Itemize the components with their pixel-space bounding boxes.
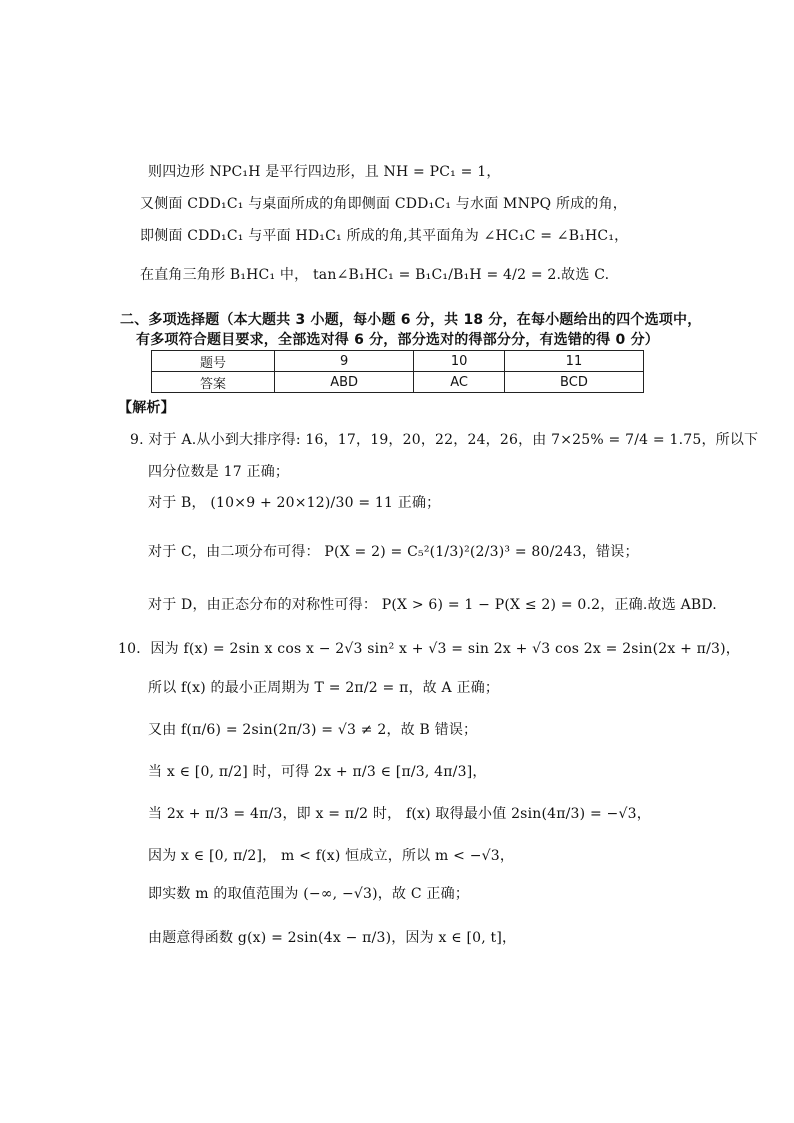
- text-line: 因为 x ∈ [0, π/2]， m < f(x) 恒成立，所以 m < −√3，: [148, 848, 515, 864]
- text-line: 则四边形 NPC₁H 是平行四边形，且 NH = PC₁ = 1，: [148, 164, 501, 180]
- text-line: 由题意得函数 g(x) = 2sin(4x − π/3)，因为 x ∈ [0, t]，: [148, 930, 517, 946]
- text-line: 对于 B， (10×9 + 20×12)/30 = 11 正确；: [148, 495, 441, 511]
- table-cell: AC: [414, 372, 505, 393]
- text-line: 在直角三角形 B₁HC₁ 中， tan∠B₁HC₁ = B₁C₁/B₁H = 4/2 = 2.故选 C.: [140, 267, 610, 283]
- text-line: 又由 f(π/6) = 2sin(2π/3) = √3 ≠ 2，故 B 错误；: [148, 722, 478, 738]
- text-line: 当 2x + π/3 = 4π/3，即 x = π/2 时， f(x) 取得最小值 2sin(4π/3) = −√3，: [148, 806, 651, 822]
- text-line: 所以 f(x) 的最小正周期为 T = 2π/2 = π，故 A 正确；: [148, 680, 500, 696]
- table-row: [152, 372, 644, 393]
- section-heading: 二、多项选择题（本大题共 3 小题，每小题 6 分，共 18 分，在每小题给出的四个选项中，: [120, 312, 702, 328]
- answer-table: [151, 350, 644, 393]
- text-line: 当 x ∈ [0, π/2] 时，可得 2x + π/3 ∈ [π/3, 4π/3]，: [148, 764, 487, 780]
- text-line: 即侧面 CDD₁C₁ 与平面 HD₁C₁ 所成的角,其平面角为 ∠HC₁C = ∠B₁HC₁，: [140, 228, 629, 244]
- text-line: 即实数 m 的取值范围为 (−∞, −√3)，故 C 正确；: [148, 886, 470, 902]
- table-cell: 题号: [152, 351, 275, 372]
- table-cell: 9: [275, 351, 414, 372]
- text-line: 对于 D，由正态分布的对称性可得： P(X > 6) = 1 − P(X ≤ 2) = 0.2，正确.故选 ABD.: [148, 597, 717, 613]
- section-heading-cont: 有多项符合题目要求，全部选对得 6 分，部分选对的得部分分，有选错的得 0 分）: [136, 332, 659, 348]
- table-cell: 答案: [152, 372, 275, 393]
- table-cell: BCD: [504, 372, 643, 393]
- text-line: 9. 对于 A.从小到大排序得: 16，17，19，20，22，24，26，由 7×25% = 7/4 = 1.75，所以下: [130, 432, 759, 448]
- text-line: 又侧面 CDD₁C₁ 与桌面所成的角即侧面 CDD₁C₁ 与水面 MNPQ 所成的角，: [140, 196, 627, 212]
- text-line: 10．因为 f(x) = 2sin x cos x − 2√3 sin² x + √3 = sin 2x + √3 cos 2x = 2sin(2x + π/3)，: [118, 641, 740, 657]
- text-line: 四分位数是 17 正确；: [148, 464, 290, 480]
- analysis-label: 【解析】: [118, 400, 175, 416]
- table-cell: ABD: [275, 372, 414, 393]
- text-line: 对于 C，由二项分布可得： P(X = 2) = C₅²(1/3)²(2/3)³ = 80/243，错误；: [148, 544, 639, 560]
- table-row: [152, 351, 644, 372]
- table-cell: 10: [414, 351, 505, 372]
- table-cell: 11: [504, 351, 643, 372]
